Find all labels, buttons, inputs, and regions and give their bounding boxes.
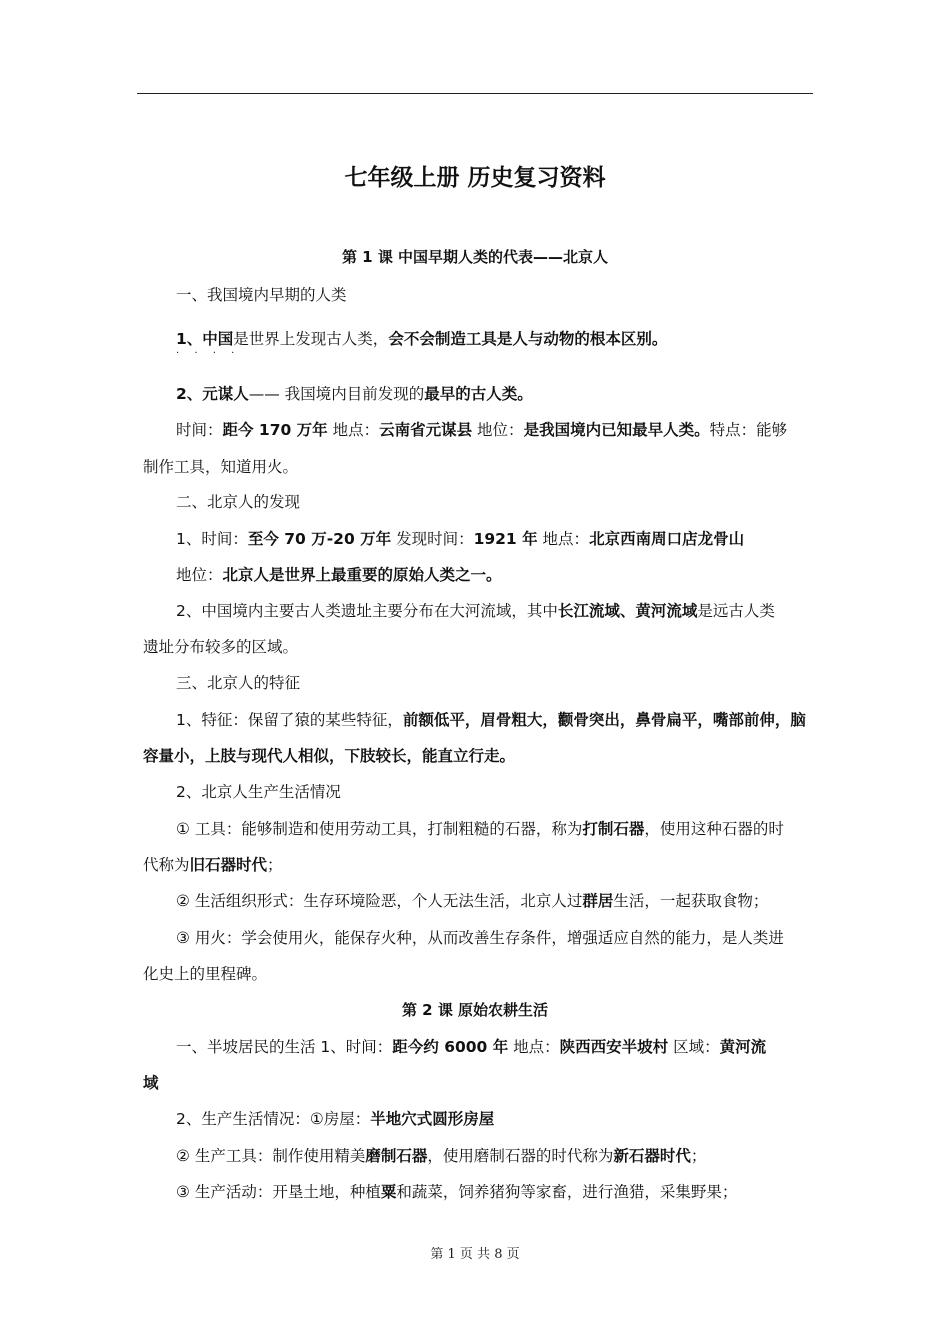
paragraph-production-activities (176, 1181, 737, 1203)
text-bold: 2、元谋人 (176, 385, 249, 403)
text: 是世界上发现古人类， (233, 330, 389, 348)
text-bold: 旧石器时代 (189, 856, 268, 874)
text-bold: 是我国境内已知最早人类。 (523, 421, 710, 439)
header-rule (137, 93, 813, 94)
text: ； (690, 1147, 707, 1165)
text: 地位： (176, 566, 223, 584)
paragraph-yuanmou-details-cont: 制作工具，知道用火。 (143, 458, 299, 476)
document-title: 七年级上册 历史复习资料 (344, 165, 606, 191)
text-bold: 会不会制造工具是人与动物的根本区别。 (388, 330, 668, 348)
text-bold: 磨制石器 (365, 1147, 428, 1165)
text-bold: 距今约 6000 年 (392, 1038, 509, 1056)
text: 地点： (508, 1038, 560, 1056)
page-footer: 第 1 页 共 8 页 (430, 1247, 520, 1262)
text-bold: 最早的古人类。 (424, 385, 533, 403)
paragraph-life-heading: 2、北京人生产生活情况 (176, 783, 341, 801)
emphasis-dots: · · · · (176, 348, 241, 359)
paragraph-tools-cont (143, 854, 283, 876)
text: 时间： (176, 421, 223, 439)
section-peking-man-features-title: 三、北京人的特征 (176, 674, 301, 692)
text-bold: 北京人 (222, 566, 270, 584)
text-bold: 群居 (582, 892, 614, 910)
section-early-humans-title: 一、我国境内早期的人类 (176, 286, 347, 304)
text: 特点：能够 (709, 421, 788, 439)
text-bold: 1921 年 (473, 530, 538, 548)
text-bold: 至今 70 万-20 万年 (247, 530, 392, 548)
lesson-1-heading: 第 1 课 中国早期人类的代表——北京人 (341, 248, 609, 266)
text-bold: 1、中国 (176, 330, 234, 348)
text-bold: 域 (143, 1074, 159, 1092)
paragraph-banpo-residents-cont (143, 1072, 159, 1094)
text-bold: 是世界上最重要的原始人类之一。 (269, 566, 502, 584)
text-bold: 新石器时代 (613, 1147, 691, 1165)
text-bold: 粟 (380, 1183, 397, 1201)
paragraph-features-cont (143, 745, 515, 767)
paragraph-banpo-residents (176, 1036, 766, 1058)
text: ① 工具：能够制造和使用劳动工具，打制粗糙的石器，称为 (176, 820, 583, 838)
text: 代称为 (143, 856, 190, 874)
text-bold: 半地穴式圆形房屋 (370, 1110, 495, 1128)
text: 发现时间： (391, 530, 474, 548)
paragraph-housing (176, 1108, 494, 1130)
text-bold: 距今 170 万年 (222, 421, 328, 439)
text-bold: 长江流域、黄河流域 (557, 602, 698, 620)
text: 一、半坡居民的生活 1、时间： (176, 1038, 393, 1056)
lesson-2-heading: 第 2 课 原始农耕生活 (401, 1001, 549, 1019)
paragraph-fire-use: ③ 用火：学会使用火，能保存火种，从而改善生存条件，增强适应自然的能力，是人类进 (176, 929, 784, 947)
text: 2、生产生活情况：①房屋： (176, 1110, 371, 1128)
text: ； (267, 856, 283, 874)
text-bold: 北京西南周口店龙骨山 (589, 530, 745, 548)
paragraph-tools (176, 818, 784, 840)
text-bold: 容量小，上肢与现代人相似，下肢较长，能直立行走。 (143, 747, 516, 765)
text: —— 我国境内目前发现的 (248, 385, 425, 403)
text: 1、时间： (176, 530, 248, 548)
text: 和蔬菜，饲养猪狗等家畜，进行渔猎，采集野果； (396, 1183, 738, 1201)
text: 是远古人类 (697, 602, 775, 620)
paragraph-social-organization (176, 890, 768, 912)
text-bold: 黄河流 (719, 1038, 767, 1056)
text: 地点： (327, 421, 380, 439)
text-bold: 打制石器 (582, 820, 645, 838)
paragraph-yuanmou-man (176, 383, 533, 405)
text-bold: 陕西西安半坡村 (559, 1038, 669, 1056)
section-peking-man-discovery-title: 二、北京人的发现 (176, 493, 301, 511)
text: 地位： (472, 421, 524, 439)
text: ② 生产工具：制作使用精美 (176, 1147, 366, 1165)
text: 2、中国境内主要古人类遗址主要分布在大河流域，其中 (176, 602, 558, 620)
text: 地点： (537, 530, 590, 548)
paragraph-fire-use-cont: 化史上的里程碑。 (143, 965, 268, 983)
text: 生活，一起获取食物； (613, 892, 769, 910)
paragraph-features (176, 709, 806, 731)
paragraph-site-distribution (176, 600, 775, 622)
text-bold: 前额低平，眉骨粗大，颧骨突出，鼻骨扁平，嘴部前伸，脑 (402, 711, 806, 729)
text: ② 生活组织形式：生存环境险恶，个人无法生活，北京人过 (176, 892, 583, 910)
paragraph-discovery-time (176, 528, 744, 550)
text: 1、特征：保留了猿的某些特征， (176, 711, 403, 729)
paragraph-peking-man-status (176, 564, 502, 586)
paragraph-yuanmou-details (176, 419, 787, 441)
paragraph-site-distribution-cont: 遗址分布较多的区域。 (143, 638, 299, 656)
paragraph-production-tools (176, 1145, 706, 1167)
text: ，使用这种石器的时 (644, 820, 784, 838)
paragraph-china-humans (176, 328, 667, 350)
text: 区域： (668, 1038, 720, 1056)
text: ③ 生产活动：开垦土地，种植 (176, 1183, 381, 1201)
text-bold: 云南省元谋县 (379, 421, 473, 439)
text: ，使用磨制石器的时代称为 (427, 1147, 614, 1165)
